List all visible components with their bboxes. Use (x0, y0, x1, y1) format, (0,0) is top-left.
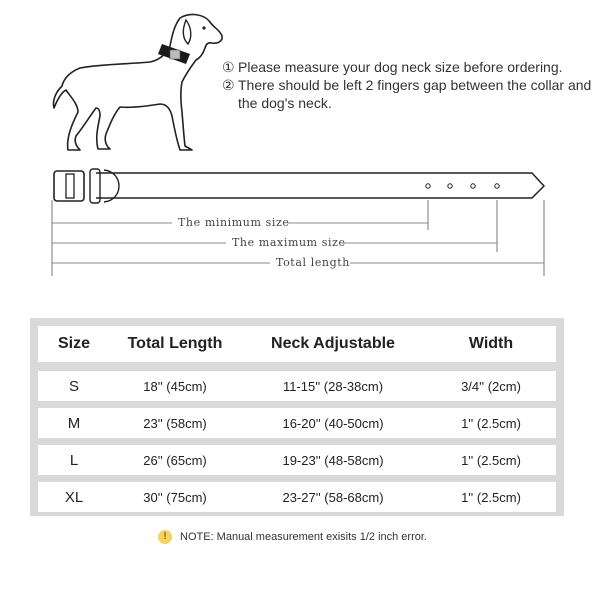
table-row (38, 371, 556, 401)
header-size: Size (57, 335, 90, 352)
cell-neck-adjustable: 23-27'' (58-68cm) (282, 489, 384, 505)
note-text: NOTE: Manual measurement exisits 1/2 inch error. (180, 531, 427, 543)
cell-width: 1'' (2.5cm) (461, 415, 521, 431)
collar-hole-2 (448, 184, 452, 188)
cell-total-length: 23'' (58cm) (143, 415, 207, 431)
warning-icon: ! (158, 530, 172, 544)
collar-measurement-diagram (0, 160, 600, 280)
max-size-label: The maximum size (232, 236, 346, 249)
collar-buckle (54, 171, 84, 201)
measurement-instructions (222, 58, 592, 112)
size-chart-table (30, 318, 564, 516)
min-size-label: The minimum size (178, 216, 290, 229)
header-neck-adjustable: Neck Adjustable (271, 335, 395, 352)
cell-size: XL (64, 488, 84, 506)
collar-strap (96, 173, 544, 198)
dog-outline-illustration (40, 8, 230, 158)
collar-hole-3 (471, 184, 475, 188)
cell-width: 1'' (2.5cm) (461, 452, 521, 468)
dog-eye (202, 26, 205, 29)
instruction-1-number: ① (222, 59, 235, 75)
dog-ear-outline (183, 20, 191, 44)
collar-hole-4 (495, 184, 499, 188)
measurement-note (158, 530, 427, 544)
instruction-2-number: ② (222, 77, 235, 93)
table-row (38, 482, 556, 512)
cell-neck-adjustable: 19-23'' (48-58cm) (282, 452, 384, 468)
header-width: Width (468, 335, 514, 352)
cell-total-length: 18'' (45cm) (143, 378, 207, 394)
total-length-label: Total length (276, 256, 350, 269)
collar-hole-1 (426, 184, 430, 188)
dog-body-outline (53, 15, 222, 150)
instruction-1-text: Please measure your dog neck size before ordering. (238, 59, 563, 75)
cell-width: 1'' (2.5cm) (461, 489, 521, 505)
cell-size: M (67, 414, 81, 432)
table-row (38, 408, 556, 438)
cell-size: S (68, 377, 79, 395)
cell-neck-adjustable: 11-15'' (28-38cm) (282, 378, 384, 394)
instruction-1 (222, 58, 592, 76)
cell-neck-adjustable: 16-20'' (40-50cm) (282, 415, 384, 431)
header-total-length: Total Length (127, 335, 223, 352)
cell-total-length: 26'' (65cm) (143, 452, 207, 468)
table-header-row (38, 326, 556, 362)
collar-d-ring (104, 170, 119, 202)
instruction-2-text: There should be left 2 fingers gap between the collar and the dog's neck. (238, 77, 592, 111)
cell-total-length: 30'' (75cm) (143, 489, 207, 505)
buckle-prong (66, 174, 74, 198)
cell-size: L (69, 451, 79, 469)
table-row (38, 445, 556, 475)
instruction-2 (222, 76, 592, 112)
dog-collar-tag (170, 50, 180, 59)
cell-width: 3/4'' (2cm) (461, 378, 521, 394)
